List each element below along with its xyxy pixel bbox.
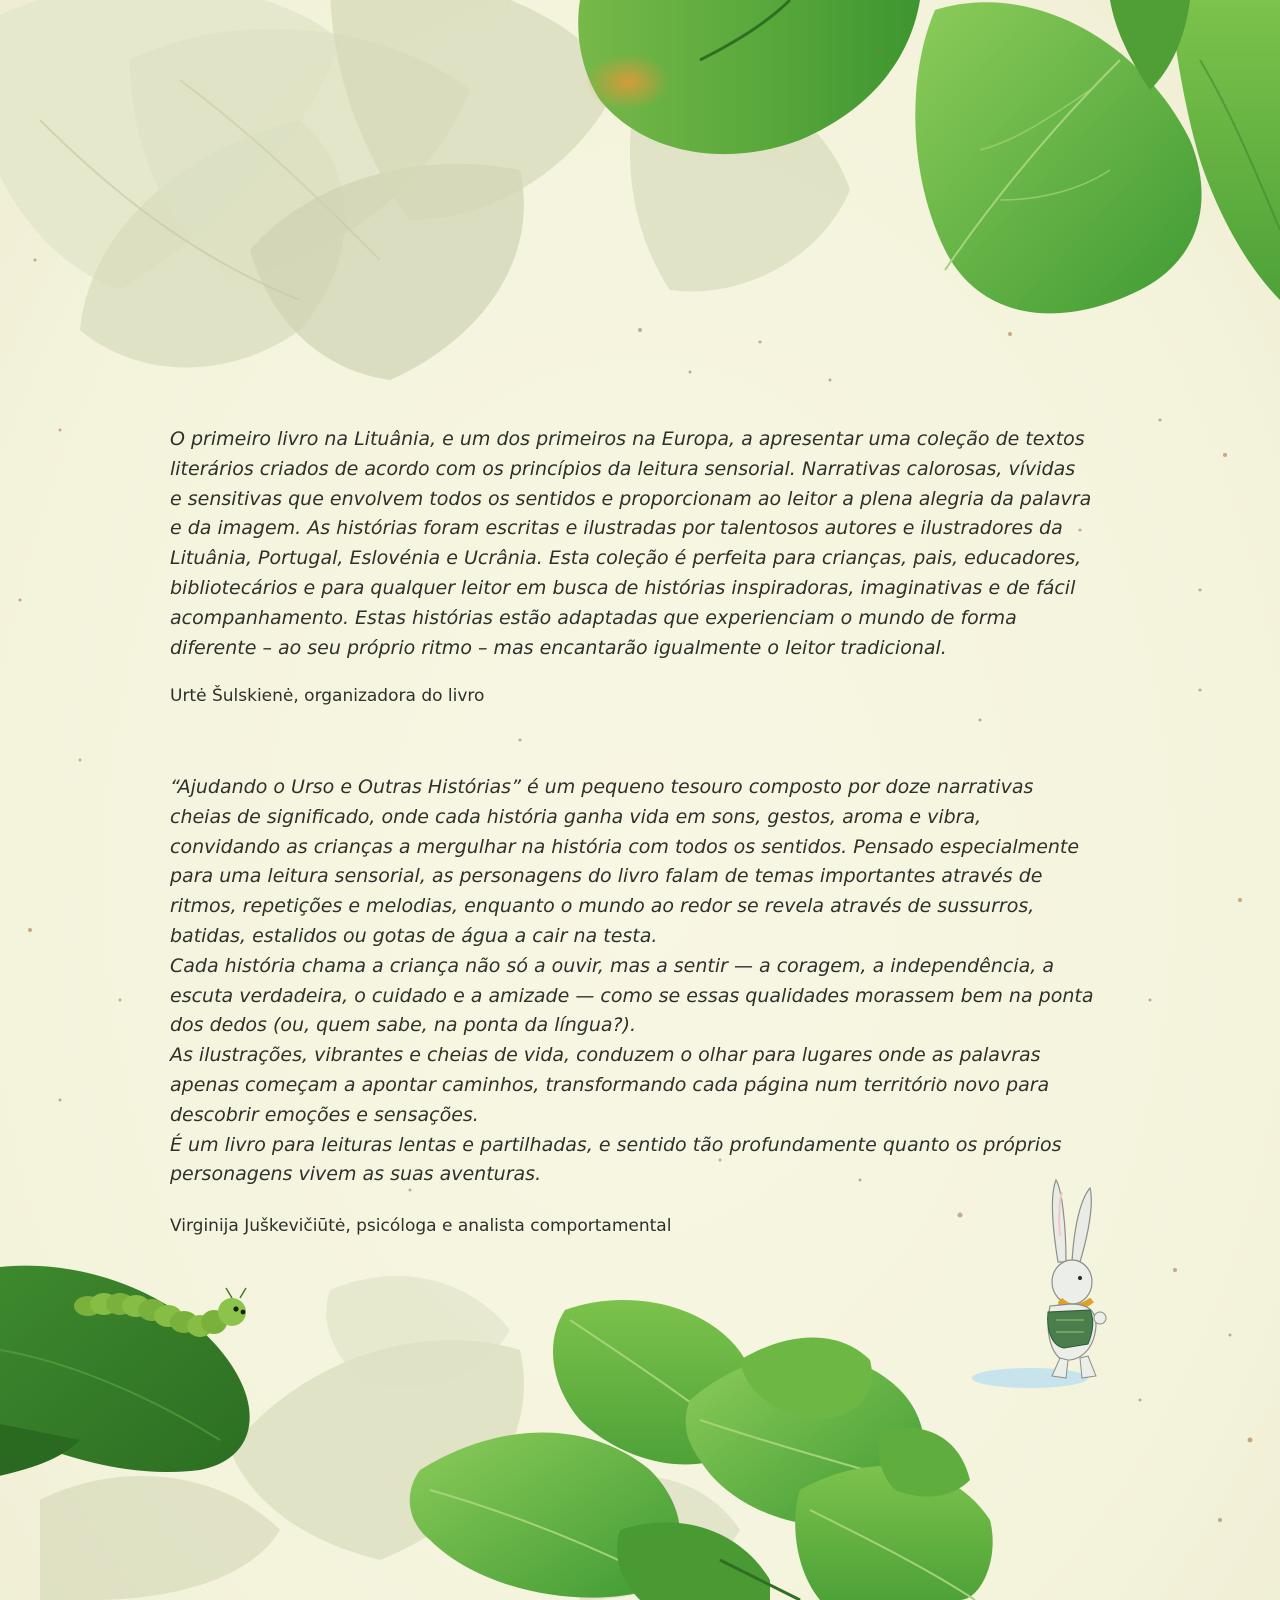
review-line: cheias de significado, onde cada história ganha vida em sons, gestos, aroma e vibra, [170,805,982,828]
review-line: para uma leitura sensorial, as personagens do livro falam de temas importantes através de [170,865,1043,888]
intro-line: diferente – ao seu próprio ritmo – mas encantarão igualmente o leitor tradicional. [170,636,947,659]
review-line: “Ajudando o Urso e Outras Histórias” é um pequeno tesouro composto por doze narrativas [170,776,1034,798]
review-line: convidando as crianças a mergulhar na história com todos os sentidos. Pensado especialmente [170,835,1080,858]
review-line: apenas começam a apontar caminhos, transformando cada página num território novo para [170,1073,1050,1096]
rabbit [972,1180,1106,1388]
intro-line: acompanhamento. Estas histórias estão adaptadas que experienciam o mundo de forma [170,606,1017,629]
intro-line: literários criados de acordo com os princípios da leitura sensorial. Narrativas calorosas, vívidas [170,457,1076,480]
review-line: batidas, estalidos ou gotas de água a cair na testa. [170,924,658,947]
review-paragraph [170,773,1150,1190]
review-line: Cada história chama a criança não só a ouvir, mas a sentir — a coragem, a independência, a [170,954,1055,977]
review-line: personagens vivem as suas aventuras. [170,1163,542,1186]
review-line: descobrir emoções e sensações. [170,1103,479,1126]
review-line: ritmos, repetições e melodias, enquanto o mundo ao redor se revela através de sussurros, [170,895,1035,918]
intro-line: O primeiro livro na Lituânia, e um dos primeiros na Europa, a apresentar uma coleção de textos [170,428,1085,450]
intro-line: bibliotecários e para qualquer leitor em busca de histórias inspiradoras, imaginativas e de fácil [170,576,1076,599]
intro-line: e da imagem. As histórias foram escritas e ilustradas por talentosos autores e ilustradores da [170,517,1063,540]
review-line: dos dedos (ou, quem sabe, na ponta da língua?). [170,1014,637,1037]
intro-signature: Urtė Šulskienė, organizadora do livro [170,686,485,706]
review-line: As ilustrações, vibrantes e cheias de vida, conduzem o olhar para lugares onde as palavras [170,1044,1041,1067]
intro-line: e sensitivas que envolvem todos os sentidos e proporcionam ao leitor a plena alegria da palavra [170,487,1092,510]
intro-paragraph [170,425,1150,663]
review-signature: Virginija Juškevičiūtė, psicóloga e analista comportamental [170,1216,672,1236]
review-line: É um livro para leituras lentas e partilhadas, e sentido tão profundamente quanto os próprios [170,1133,1062,1156]
leaves-top [0,0,1280,380]
review-line: escuta verdadeira, o cuidado e a amizade — como se essas qualidades morassem bem na ponta [170,984,1094,1007]
intro-line: Lituânia, Portugal, Eslovénia e Ucrânia. Esta coleção é perfeita para crianças, pais, educadores, [170,547,1082,570]
